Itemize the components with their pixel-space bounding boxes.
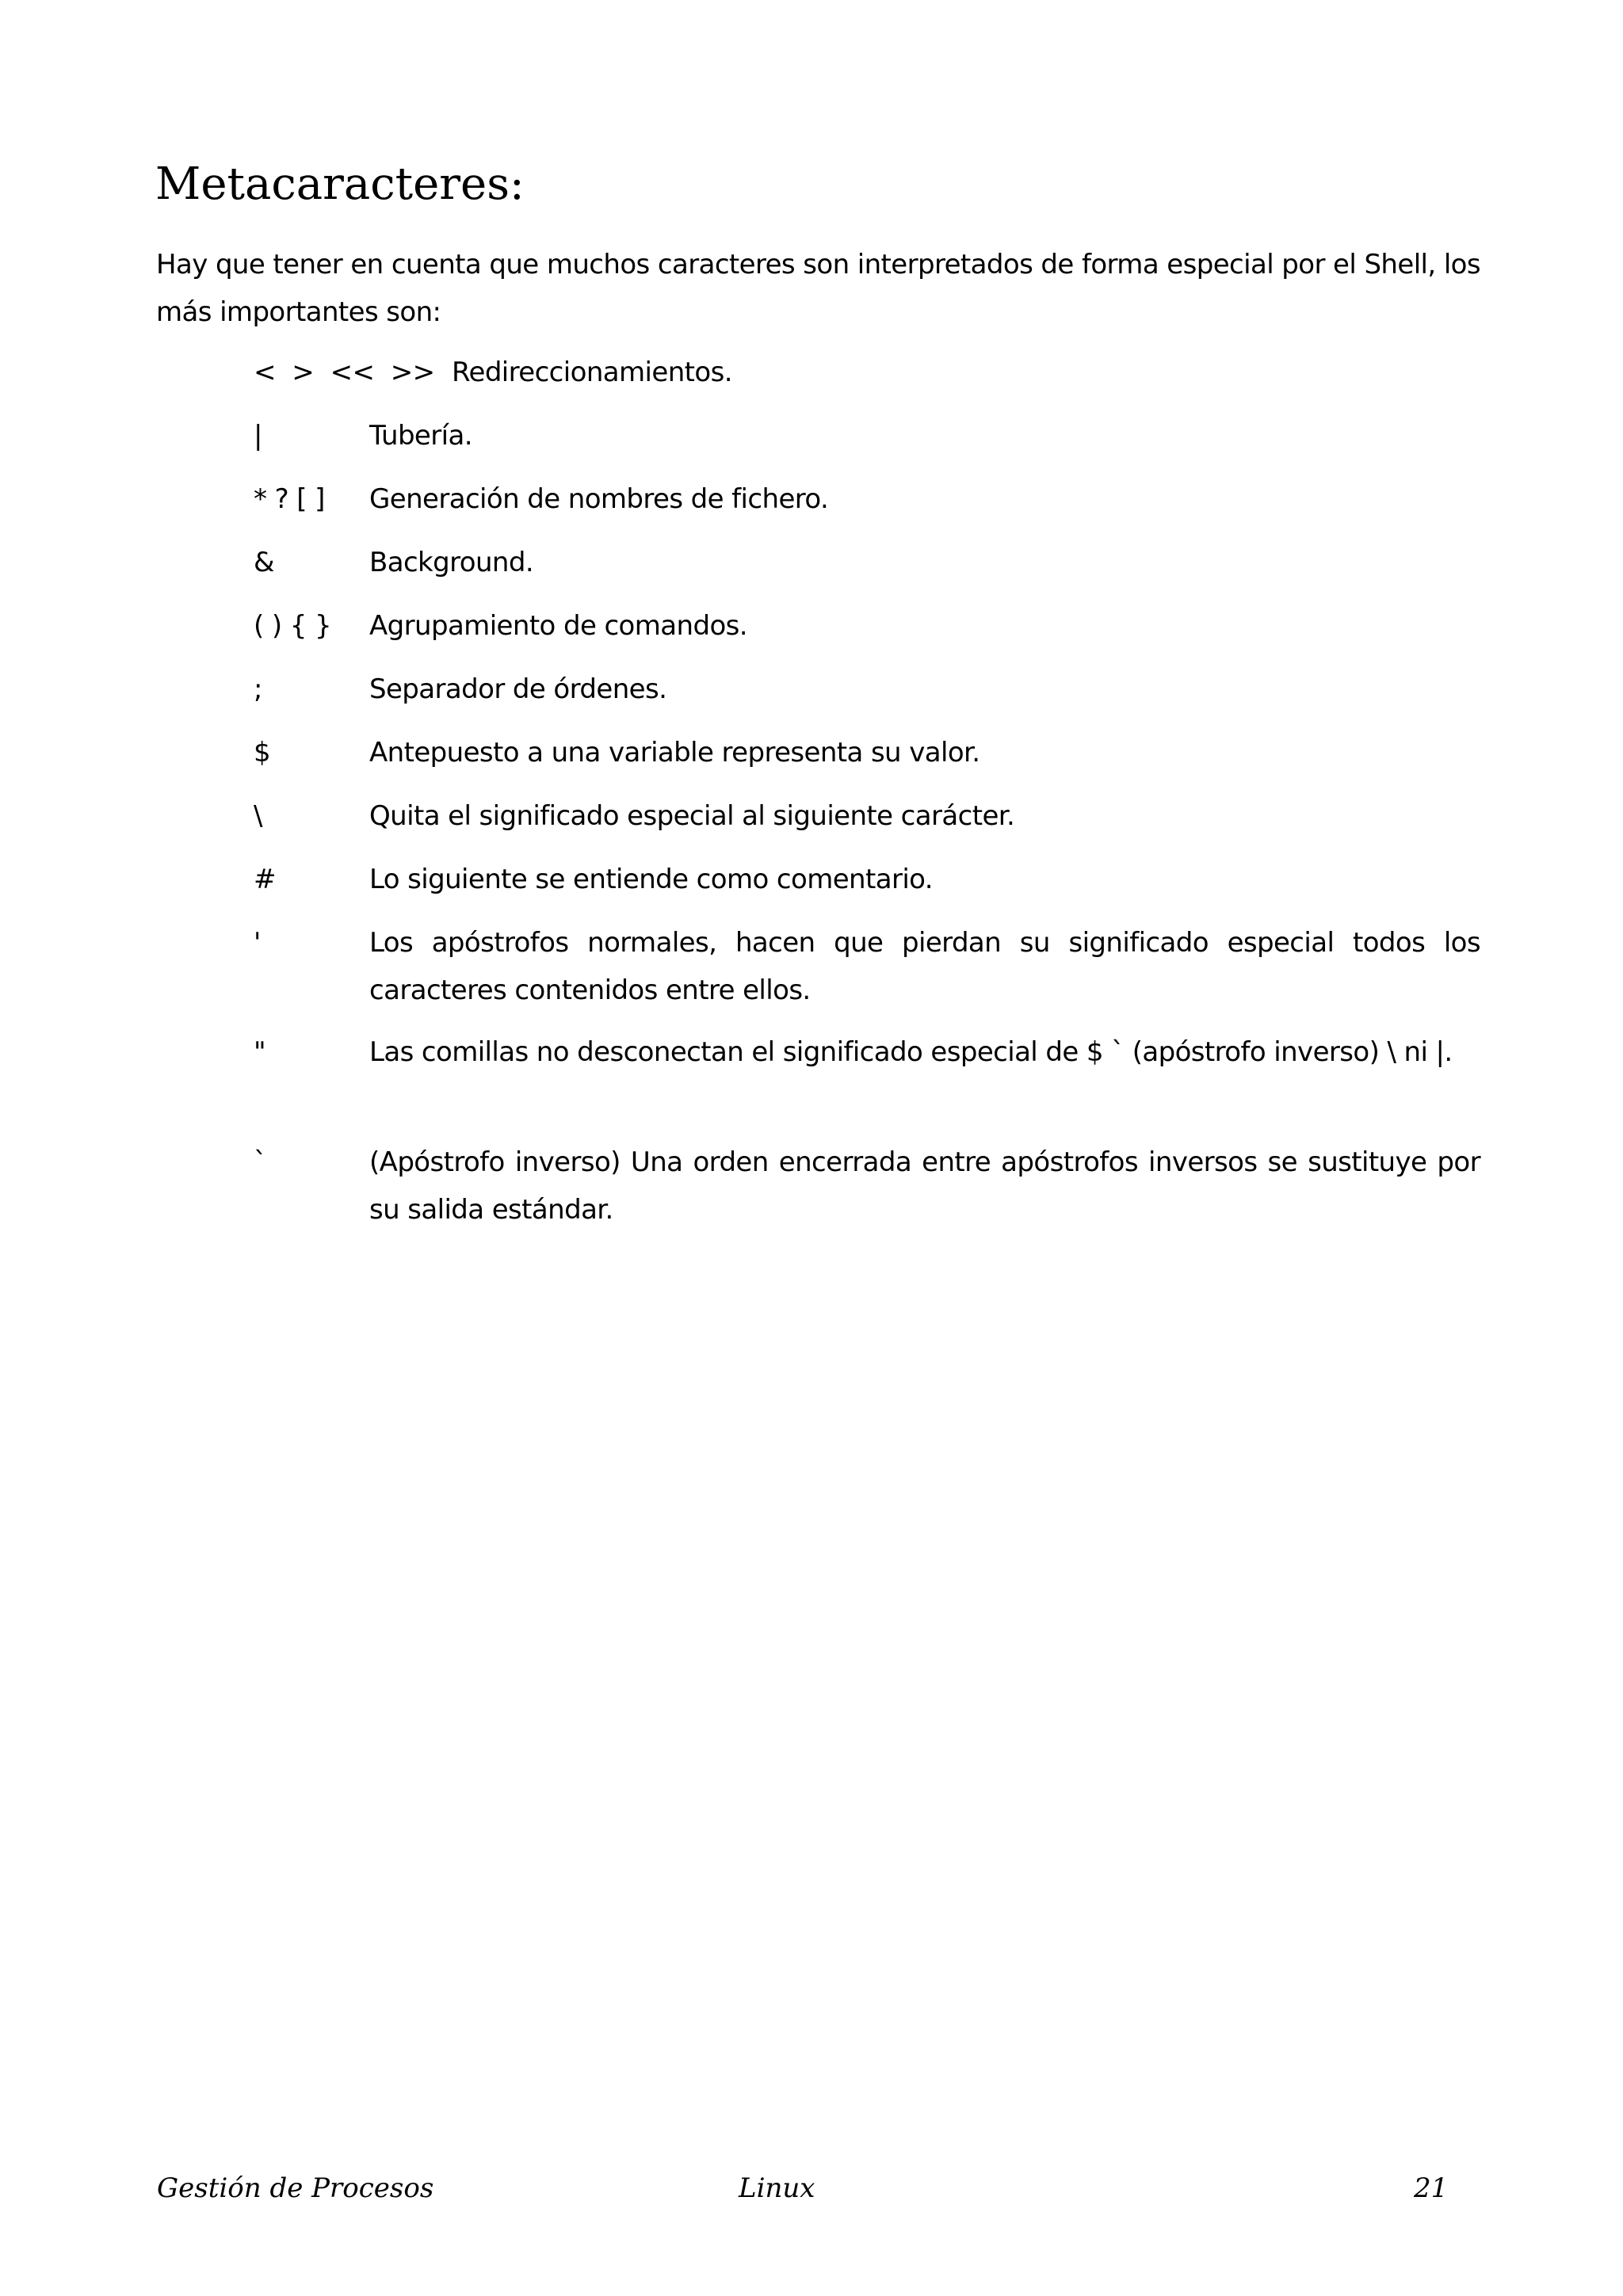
metachar-symbol: \ — [254, 800, 262, 832]
metachar-symbol: ( ) { } — [254, 610, 332, 642]
metachar-description: Las comillas no desconectan el significado especial de $ ` (apóstrofo inverso) \ ni |. — [369, 1036, 1453, 1068]
metachar-symbol: $ — [254, 737, 271, 769]
metachar-description: Antepuesto a una variable representa su valor. — [369, 737, 980, 769]
metachar-symbol: ' — [254, 927, 261, 959]
metachar-item — [254, 1138, 1480, 1234]
metachar-description: Redireccionamientos. — [452, 357, 732, 388]
metachar-symbol: ` — [254, 1146, 267, 1178]
metachar-item — [254, 792, 1480, 840]
metachar-description: Background. — [369, 547, 534, 578]
metachar-item — [254, 1028, 1480, 1076]
metachar-symbol: " — [254, 1036, 266, 1068]
metachar-description: Los apóstrofos normales, hacen que pierdan su significado especial todos los caracteres contenidos entre ellos. — [369, 927, 1480, 1006]
footer-title: Gestión de Procesos — [157, 2172, 434, 2204]
metachar-item — [254, 856, 1480, 903]
metachar-item — [254, 602, 1480, 650]
metachar-description: Lo siguiente se entiende como comentario. — [369, 864, 933, 895]
metachar-symbol: # — [254, 864, 276, 895]
metachar-item — [254, 919, 1480, 1014]
metachar-symbol: < > << >> — [254, 357, 435, 388]
metachar-item — [254, 412, 1480, 460]
metachar-symbol: ; — [254, 673, 262, 705]
metachar-description: Tubería. — [369, 420, 472, 452]
metachar-item — [254, 349, 1480, 396]
intro-paragraph: Hay que tener en cuenta que muchos caracteres son interpretados de forma especial por el Shell, los más importantes son: — [156, 249, 1480, 328]
footer-subject: Linux — [739, 2172, 815, 2204]
metachar-symbol: * ? [ ] — [254, 483, 325, 515]
metachar-description: Separador de órdenes. — [369, 673, 667, 705]
metachar-description: Generación de nombres de fichero. — [369, 483, 829, 515]
metachar-symbol: & — [254, 547, 274, 578]
metachar-symbol: | — [254, 420, 262, 452]
metachar-item — [254, 539, 1480, 586]
metachar-description: Agrupamiento de comandos. — [369, 610, 747, 642]
page-heading: Metacaracteres: — [155, 158, 525, 210]
metachar-item — [254, 475, 1480, 523]
metachar-description: Quita el significado especial al siguiente carácter. — [369, 800, 1015, 832]
metachar-description: (Apóstrofo inverso) Una orden encerrada entre apóstrofos inversos se sustituye por su salida estándar. — [369, 1146, 1480, 1226]
metachar-item — [254, 729, 1480, 776]
page-number: 21 — [1414, 2172, 1449, 2204]
metachar-item — [254, 666, 1480, 713]
